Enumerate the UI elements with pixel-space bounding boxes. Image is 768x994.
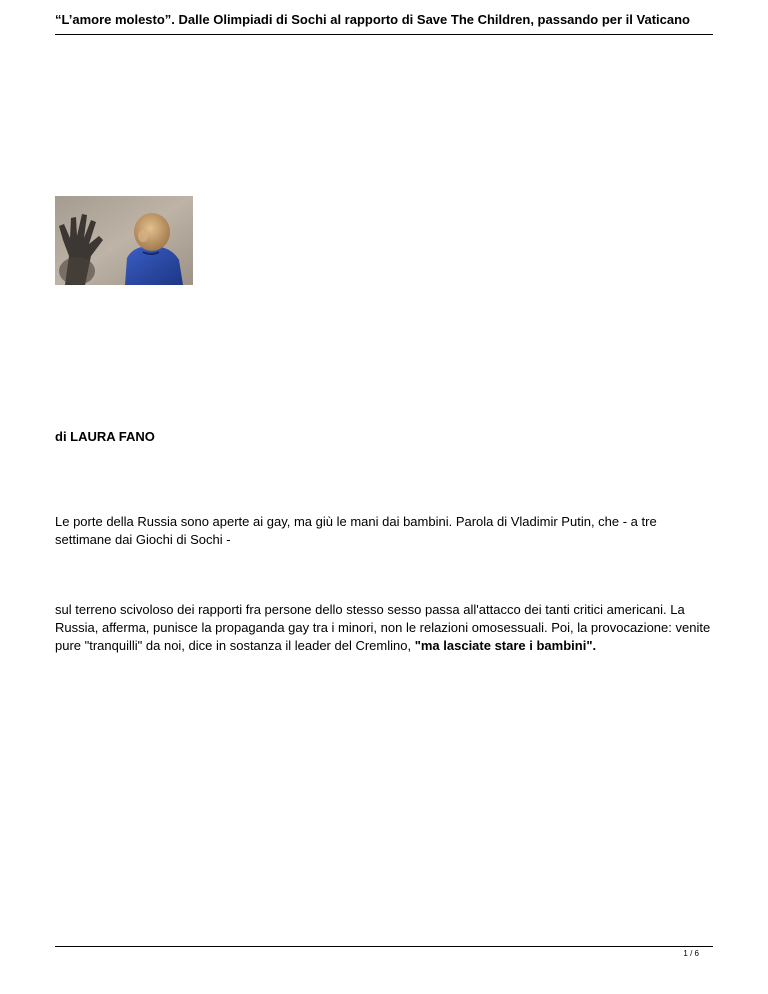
header-divider xyxy=(55,34,713,35)
paragraph-2-text: sul terreno scivoloso dei rapporti fra persone dello stesso sesso passa all'attacco dei tanti critici americani. La Russia, afferma, punisce la propaganda gay tra i minori, non le relazioni omosessuali. Poi, la provocazione: venite pure "tranquilli" da noi, dice in sostanza il leader del Cremlino, xyxy=(55,602,711,653)
article-byline: di LAURA FANO xyxy=(55,429,155,444)
page-number: 1 / 6 xyxy=(683,949,699,958)
page-header xyxy=(55,12,713,36)
article-photo xyxy=(55,196,193,285)
photo-child-with-hand-shadow-icon xyxy=(55,196,193,285)
article-paragraph-2 xyxy=(55,601,715,655)
footer-divider xyxy=(55,946,713,947)
page-title: “L’amore molesto”. Dalle Olimpiadi di Sochi al rapporto di Save The Children, passando per il Vaticano xyxy=(55,12,690,27)
paragraph-2-quote: "ma lasciate stare i bambini". xyxy=(414,638,597,653)
page-footer xyxy=(55,946,713,966)
article-paragraph-1: Le porte della Russia sono aperte ai gay, ma giù le mani dai bambini. Parola di Vladimir Putin, che - a tre settimane dai Giochi di Sochi - xyxy=(55,514,657,547)
